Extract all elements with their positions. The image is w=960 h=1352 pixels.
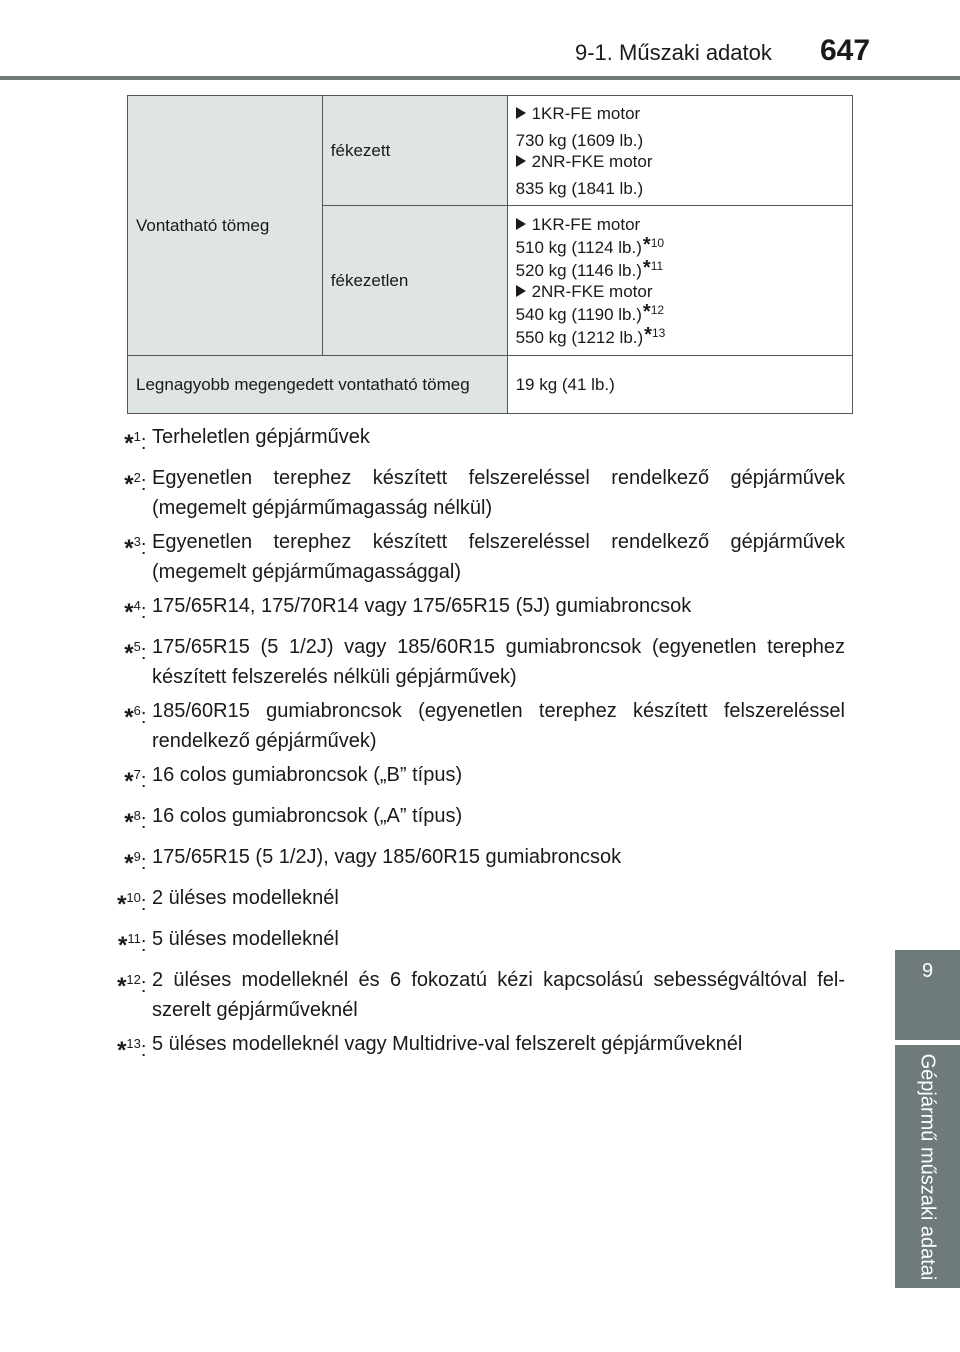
towable-weight-label: Vontatható tömeg <box>128 96 323 356</box>
footnote-text: 175/65R15 (5 1/2J), vagy 185/60R15 gumiabroncsok <box>152 846 622 868</box>
footnotes <box>100 422 845 1070</box>
footnote <box>100 632 845 692</box>
unbraked-label: fékezetlen <box>322 206 507 356</box>
footnote <box>100 591 845 628</box>
footnote-key: *$^6$: <box>124 703 152 731</box>
unbraked-values <box>507 206 852 356</box>
max-towable-value: 19 kg (41 lb.) <box>507 356 852 414</box>
side-tab-label: Gépjármű műszaki adatai <box>916 1053 939 1281</box>
weight-value: 510 kg (1124 lb.)*$^{10}$ <box>515 233 665 257</box>
weight-value: 550 kg (1212 lb.)*$^{13}$ <box>515 323 666 347</box>
weight-value: 730 kg (1609 lb.) <box>515 130 644 150</box>
section-title: 9-1. Műszaki adatok <box>575 40 772 65</box>
weight-value: 540 kg (1190 lb.)*$^{12}$ <box>515 300 665 324</box>
triangle-bullet-icon <box>516 107 526 119</box>
footnote-text: Egyenetlen terephez készített felszereléssel rendelkező gépjárművek (megemelt gépjárműmagassággal) <box>152 531 845 583</box>
engine-label: 1KR-FE motor <box>531 103 641 123</box>
side-tab-number: 9 <box>921 960 934 982</box>
footnote <box>100 760 845 797</box>
list-item <box>516 214 844 235</box>
footnote-text: 185/60R15 gumiabroncsok (egyenetlen terephez készített felszereléssel rendelkező gépjárművek) <box>152 700 845 752</box>
footnote <box>100 924 845 961</box>
list-item <box>516 151 844 172</box>
footnote-text: 2 üléses modelleknél <box>152 887 339 909</box>
footnote <box>100 801 845 838</box>
towing-weight-table <box>127 95 853 414</box>
footnote-key: *$^2$: <box>124 470 152 498</box>
header-rule <box>0 76 960 80</box>
footnote <box>100 842 845 879</box>
table-row <box>128 96 853 206</box>
footnote-text: Terheletlen gépjárművek <box>152 426 370 448</box>
footnote-key: *$^9$: <box>124 849 152 877</box>
footnote <box>100 696 845 756</box>
footnote <box>100 463 845 523</box>
footnote-key: *$^7$: <box>124 767 152 795</box>
footnote-text: 5 üléses modelleknél vagy Multidrive-val felszerelt gépjárműveknél <box>152 1033 743 1055</box>
footnote <box>100 422 845 459</box>
triangle-bullet-icon <box>516 218 526 230</box>
footnote-text: Egyenetlen terephez készített felszereléssel rendelkező gépjárművek (megemelt gépjárműmagasság nélkül) <box>152 467 845 519</box>
weight-value: 520 kg (1146 lb.)*$^{11}$ <box>515 256 664 280</box>
footnote-key: *$^5$: <box>124 639 152 667</box>
page-number: 647 <box>820 34 871 67</box>
footnote-key: *$^{11}$: <box>118 931 152 959</box>
list-item <box>516 103 844 124</box>
engine-label: 1KR-FE motor <box>531 214 641 234</box>
triangle-bullet-icon <box>516 155 526 167</box>
footnote-key: *$^8$: <box>124 808 152 836</box>
table-row <box>128 356 853 414</box>
braked-label: fékezett <box>322 96 507 206</box>
footnote <box>100 527 845 587</box>
footnote-key: *$^3$: <box>124 534 152 562</box>
footnote-text: 2 üléses modelleknél és 6 fokozatú kézi kapcsolású sebességváltóval fel-szerelt gépjárműveknél <box>152 969 845 1021</box>
list-item <box>516 281 844 302</box>
footnote-text: 175/65R14, 175/70R14 vagy 175/65R15 (5J) gumiabroncsok <box>152 595 692 617</box>
footnote-text: 5 üléses modelleknél <box>152 928 339 950</box>
engine-label: 2NR-FKE motor <box>531 151 653 171</box>
max-towable-label: Legnagyobb megengedett vontatható tömeg <box>128 356 508 414</box>
engine-label: 2NR-FKE motor <box>531 281 653 301</box>
footnote-text: 175/65R15 (5 1/2J) vagy 185/60R15 gumiabroncsok (egyenetlen terephez készített felszerelés nélküli gépjárművek) <box>152 636 845 688</box>
footnote <box>100 1029 845 1066</box>
triangle-bullet-icon <box>516 285 526 297</box>
footnote-text: 16 colos gumiabroncsok („B” típus) <box>152 764 463 786</box>
weight-value: 835 kg (1841 lb.) <box>515 178 644 198</box>
footnote-text: 16 colos gumiabroncsok („A” típus) <box>152 805 463 827</box>
braked-values <box>507 96 852 206</box>
footnote-key: *$^{12}$: <box>117 972 152 1000</box>
footnote-key: *$^4$: <box>124 598 152 626</box>
footnote <box>100 965 845 1025</box>
footnote-key: *$^{10}$: <box>117 890 152 918</box>
footnote <box>100 883 845 920</box>
footnote-key: *$^1$: <box>124 429 152 457</box>
footnote-key: *$^{13}$: <box>117 1036 152 1064</box>
